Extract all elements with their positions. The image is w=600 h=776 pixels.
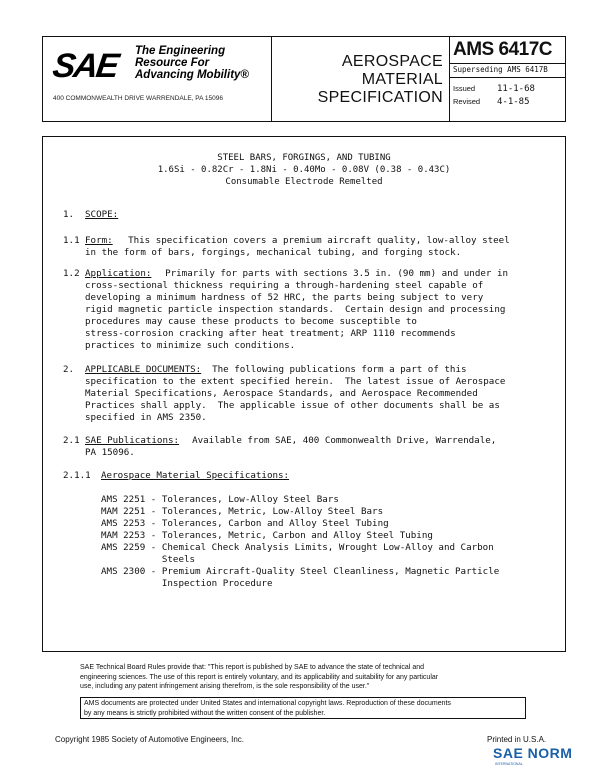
tagline (135, 45, 249, 81)
list-item: Inspection Procedure (101, 578, 273, 589)
ams-info (449, 37, 565, 121)
spec-title-line: MATERIAL (361, 71, 443, 88)
section-text: procedures may cause these products to become susceptible to (85, 316, 417, 327)
section-text: specification to the extent specified herein. The latest issue of Aerospace (85, 376, 506, 387)
section-label: Aerospace Material Specifications: (101, 470, 290, 481)
section-number: 1.1 (63, 235, 80, 246)
section-label: SAE Publications: (85, 435, 180, 446)
doc-title-line: STEEL BARS, FORGINGS, AND TUBING (217, 153, 391, 163)
section-number: 1.2 (63, 268, 80, 279)
issued-value: 11-1-68 (497, 84, 535, 94)
section-heading: SCOPE: (85, 209, 119, 220)
header-box (42, 36, 566, 122)
watermark (493, 745, 573, 766)
section-text: Available from SAE, 400 Commonwealth Drive, Warrendale, (181, 435, 497, 446)
section-number: 2. (63, 364, 75, 375)
section-text: developing a minimum hardness of 52 HRC, the parts being subject to very (85, 292, 484, 303)
title-area (271, 37, 450, 121)
spec-title-line: SPECIFICATION (317, 89, 443, 106)
section-text: The following publications form a part of this (201, 364, 467, 375)
revised-value: 4-1-85 (497, 97, 530, 107)
section-text: This specification covers a premium aircraft quality, low-alloy steel (117, 235, 510, 246)
tagline-line: Resource For (135, 57, 210, 69)
board-rules-line: SAE Technical Board Rules provide that: "This report is published by SAE to advance the state of technical and (80, 664, 424, 671)
doc-title-line: Consumable Electrode Remelted (225, 177, 383, 187)
section-text: specified in AMS 2350. (85, 412, 207, 423)
section-text: Primarily for parts with sections 3.5 in. (90 mm) and under in (154, 268, 509, 279)
revised-label: Revised (453, 97, 481, 106)
copyright-notice (80, 697, 526, 719)
tagline-line: Advancing Mobility® (135, 69, 249, 81)
watermark-small: INTERNATIONAL (495, 762, 523, 766)
section-text: PA 15096. (85, 447, 135, 458)
section-text: Material Specifications, Aerospace Standards, and Aerospace Recommended (85, 388, 478, 399)
section-text: stress-corrosion cracking after heat treatment; ARP 1110 recommends (85, 328, 456, 339)
superseding: Superseding AMS 6417B (453, 65, 548, 74)
address: 400 COMMONWEALTH DRIVE WARRENDALE, PA 15096 (53, 95, 224, 102)
copyright-notice-line: by any means is strictly prohibited without the written consent of the publisher. (84, 709, 326, 717)
board-rules (80, 663, 540, 692)
watermark-text: SAE NORM (493, 745, 573, 761)
issued-label: Issued (453, 84, 476, 93)
printed-in: Printed in U.S.A. (487, 735, 547, 744)
copyright: Copyright 1985 Society of Automotive Engineers, Inc. (55, 735, 244, 744)
ams-number: AMS 6417C (453, 39, 552, 60)
section-label: APPLICABLE DOCUMENTS: (85, 364, 202, 375)
spec-title-line: AEROSPACE (341, 53, 443, 70)
section-number: 2.1 (63, 435, 80, 446)
list-item: AMS 2253 - Tolerances, Carbon and Alloy Steel Tubing (101, 518, 389, 529)
logo-area (43, 37, 272, 121)
list-item: MAM 2253 - Tolerances, Metric, Carbon and Alloy Steel Tubing (101, 530, 433, 541)
section-text: Practices shall apply. The applicable issue of other documents shall be as (85, 400, 500, 411)
section-number: 2.1.1 (63, 470, 91, 481)
section-number: 1. (63, 209, 75, 220)
issued-row (449, 84, 565, 94)
list-item: AMS 2251 - Tolerances, Low-Alloy Steel Bars (101, 494, 339, 505)
section-text: rigid magnetic particle inspection standards. Certain design and processing (85, 304, 506, 315)
board-rules-line: use, including any patent infringement arising therefrom, is the sole responsibility of the user." (80, 683, 370, 690)
section-text: cross-sectional thickness requiring a through-hardening steel capable of (85, 280, 484, 291)
list-item: AMS 2259 - Chemical Check Analysis Limits, Wrought Low-Alloy and Carbon (101, 542, 494, 553)
board-rules-line: engineering sciences. The use of this report is entirely voluntary, and its applicability and suitability for any particular (80, 673, 439, 681)
copyright-notice-line: AMS documents are protected under United States and international copyright laws. Reproduction of these documents (84, 700, 451, 707)
list-item: MAM 2251 - Tolerances, Metric, Low-Alloy Steel Bars (101, 506, 384, 517)
list-item: Steels (101, 554, 196, 565)
sae-logo: SAE (50, 47, 120, 85)
section-label: Application: (85, 268, 152, 279)
tagline-line: The Engineering (135, 45, 226, 57)
section-text: practices to minimize such conditions. (85, 340, 296, 351)
document-body (42, 136, 566, 652)
doc-title-line: 1.6Si - 0.82Cr - 1.8Ni - 0.40Mo - 0.08V (0.38 - 0.43C) (157, 165, 451, 175)
revised-row (449, 97, 565, 107)
list-item: AMS 2300 - Premium Aircraft-Quality Steel Cleanliness, Magnetic Particle (101, 566, 500, 577)
section-label: Form: (85, 235, 113, 246)
section-text: in the form of bars, forgings, mechanical tubing, and forging stock. (85, 247, 462, 258)
